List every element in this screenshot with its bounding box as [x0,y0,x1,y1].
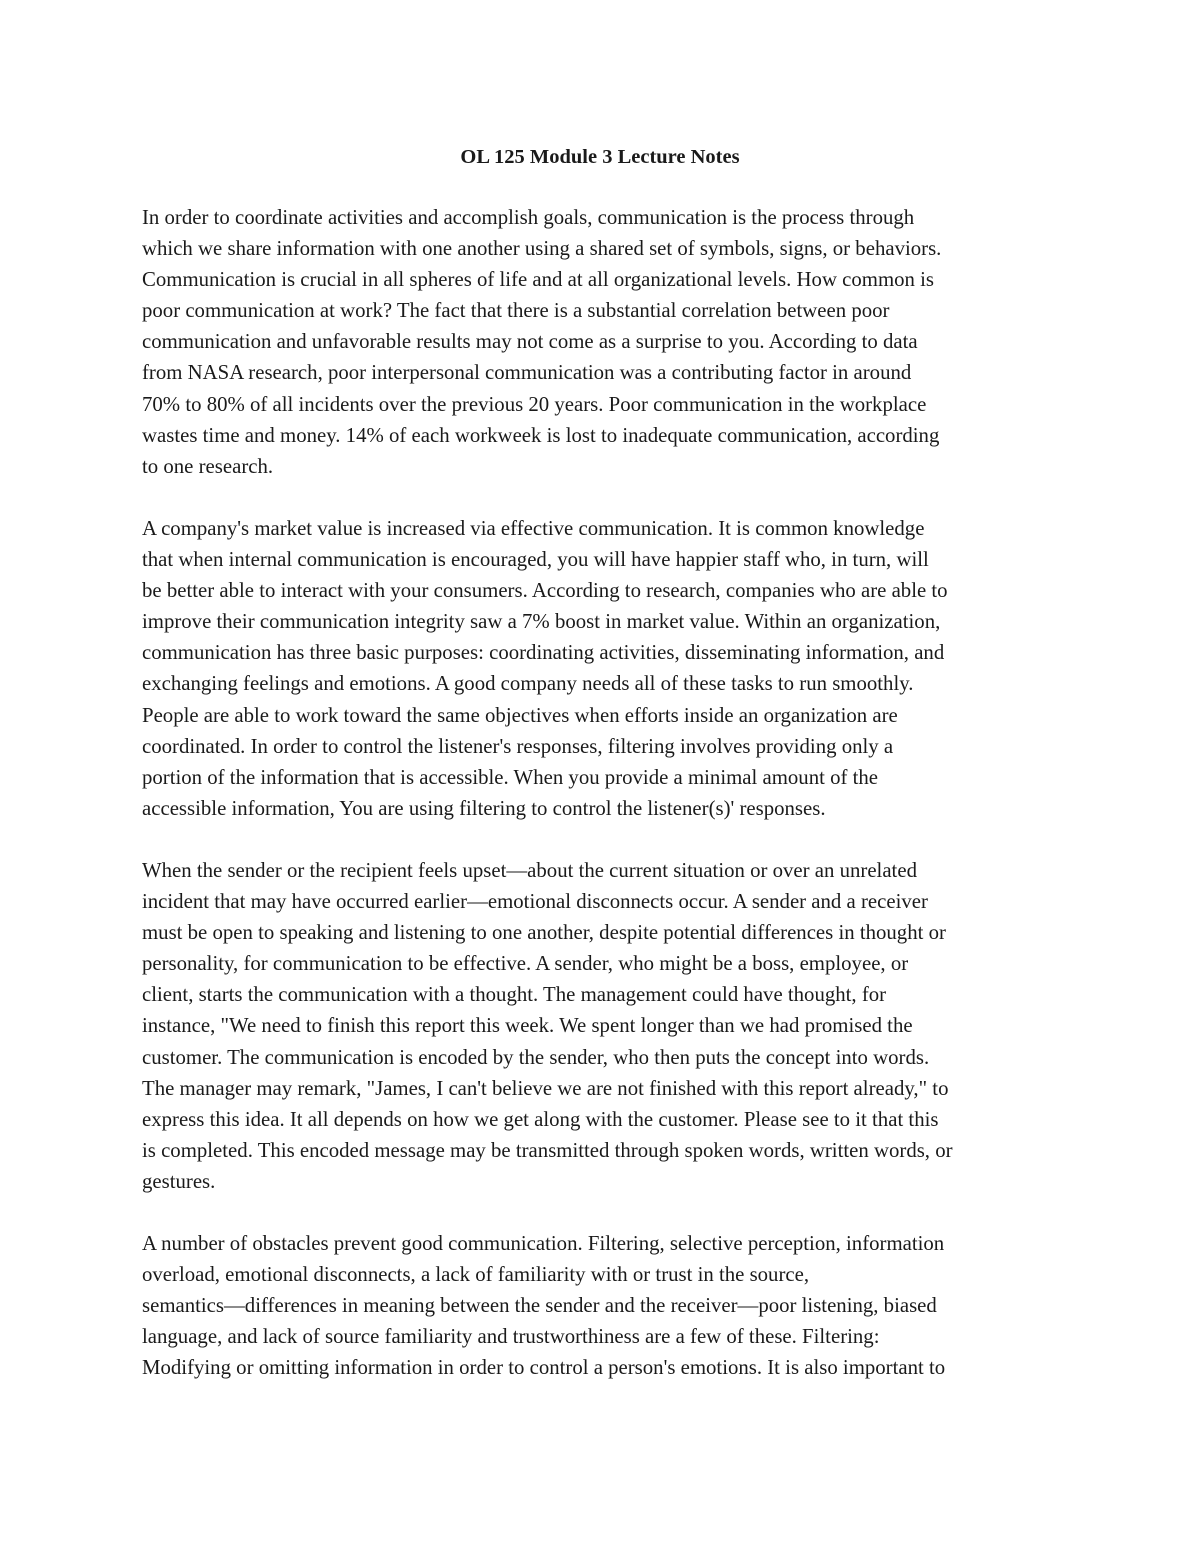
text-line: gestures. [142,1169,216,1193]
paragraph-2 [142,513,1072,824]
text-line: People are able to work toward the same objectives when efforts inside an organization are [142,703,898,727]
text-line: which we share information with one another using a shared set of symbols, signs, or behaviors. [142,237,942,261]
text-line: portion of the information that is accessible. When you provide a minimal amount of the [142,765,878,789]
text-line: The manager may remark, "James, I can't believe we are not finished with this report already," to [142,1076,949,1100]
document-body [142,202,1072,1415]
paragraph-3 [142,855,1072,1197]
text-line: from NASA research, poor interpersonal communication was a contributing factor in around [142,361,912,385]
text-line: communication has three basic purposes: coordinating activities, disseminating information, and [142,641,945,665]
text-line: 70% to 80% of all incidents over the previous 20 years. Poor communication in the workplace [142,392,927,416]
text-line: In order to coordinate activities and accomplish goals, communication is the process through [142,206,915,229]
text-line: semantics—differences in meaning between the sender and the receiver—poor listening, biased [142,1294,937,1318]
paragraph-4 [142,1228,1072,1383]
text-line: improve their communication integrity saw a 7% boost in market value. Within an organization, [142,610,941,634]
text-line: must be open to speaking and listening to one another, despite potential differences in thought or [142,921,946,945]
text-line: A company's market value is increased via effective communication. It is common knowledge [142,516,925,540]
text-line: Modifying or omitting information in order to control a person's emotions. It is also important to [142,1356,946,1380]
text-line: that when internal communication is encouraged, you will have happier staff who, in turn, will [142,548,929,572]
text-line: communication and unfavorable results may not come as a surprise to you. According to data [142,330,918,354]
text-line: to one research. [142,454,274,478]
text-line: personality, for communication to be effective. A sender, who might be a boss, employee, or [142,952,909,976]
text-line: accessible information, You are using filtering to control the listener(s)' responses. [142,796,826,820]
text-line: customer. The communication is encoded by the sender, who then puts the concept into words. [142,1045,930,1069]
text-line: client, starts the communication with a thought. The management could have thought, for [142,983,887,1007]
text-line: overload, emotional disconnects, a lack of familiarity with or trust in the source, [142,1263,810,1287]
text-line: coordinated. In order to control the listener's responses, filtering involves providing only a [142,734,894,758]
text-line: A number of obstacles prevent good communication. Filtering, selective perception, information [142,1232,945,1256]
text-line: Communication is crucial in all spheres of life and at all organizational levels. How common is [142,268,935,292]
text-line: incident that may have occurred earlier—emotional disconnects occur. A sender and a receiver [142,890,928,914]
text-line: exchanging feelings and emotions. A good company needs all of these tasks to run smoothly. [142,672,914,696]
text-line: language, and lack of source familiarity and trustworthiness are a few of these. Filtering: [142,1325,880,1349]
text-line: express this idea. It all depends on how we get along with the customer. Please see to it that this [142,1107,939,1131]
text-line: is completed. This encoded message may be transmitted through spoken words, written words, or [142,1138,953,1162]
document-title: OL 125 Module 3 Lecture Notes [460,146,740,168]
text-line: poor communication at work? The fact that there is a substantial correlation between poor [142,299,890,323]
text-line: be better able to interact with your consumers. According to research, companies who are able to [142,579,948,603]
paragraph-1 [142,202,1072,482]
text-line: instance, "We need to finish this report this week. We spent longer than we had promised the [142,1014,913,1038]
text-line: wastes time and money. 14% of each workweek is lost to inadequate communication, according [142,423,940,447]
text-line: When the sender or the recipient feels upset—about the current situation or over an unrelated [142,858,917,882]
